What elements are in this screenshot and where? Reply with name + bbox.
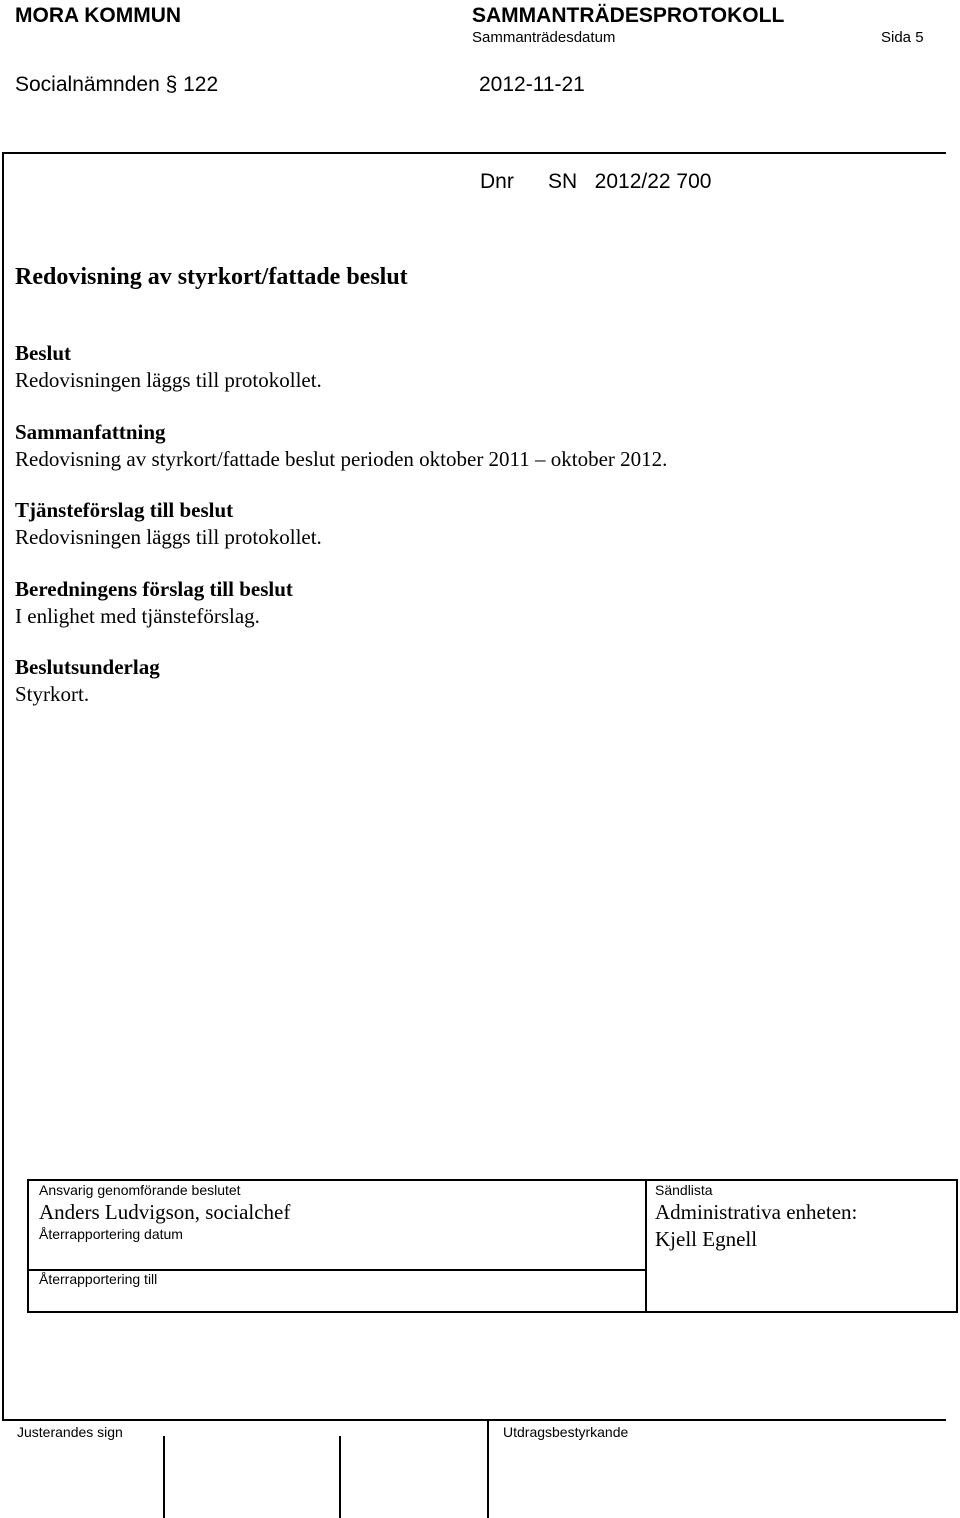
page-number: Sida 5: [881, 29, 924, 46]
signature-top-line: [2, 1419, 946, 1421]
distribution-label: Sändlista: [655, 1182, 713, 1198]
signature-box-line: [487, 1419, 489, 1518]
adjusters-sign-label: Justerandes sign: [17, 1424, 123, 1440]
section-text: I enlighet med tjänsteförslag.: [15, 604, 260, 628]
section-heading: Tjänsteförslag till beslut: [15, 498, 234, 522]
signature-box-line: [163, 1436, 165, 1518]
implementation-box: [27, 1179, 958, 1313]
distribution-line-1: Administrativa enheten:: [655, 1200, 858, 1224]
frame-top-line: [2, 152, 946, 154]
section-heading: Beslutsunderlag: [15, 655, 160, 679]
responsible-value: Anders Ludvigson, socialchef: [39, 1200, 291, 1224]
distribution-line-2: Kjell Egnell: [655, 1227, 758, 1251]
document-title: Redovisning av styrkort/fattade beslut: [15, 264, 408, 290]
section-text: Redovisningen läggs till protokollet.: [15, 525, 322, 549]
dnr-label: Dnr: [480, 170, 514, 193]
report-date-label: Återrapportering datum: [39, 1226, 183, 1242]
section-heading: Sammanfattning: [15, 420, 166, 444]
report-to-label: Återrapportering till: [39, 1271, 158, 1287]
signature-box-line: [339, 1436, 341, 1518]
meeting-date-label: Sammanträdesdatum: [472, 29, 616, 46]
frame-left-line: [2, 152, 4, 1420]
meeting-date: 2012-11-21: [479, 73, 585, 96]
section-text: Styrkort.: [15, 682, 90, 706]
section-heading: Beslut: [15, 341, 72, 365]
committee-paragraph: Socialnämnden § 122: [15, 73, 219, 96]
document-type: SAMMANTRÄDESPROTOKOLL: [472, 4, 785, 27]
dnr-value: SN 2012/22 700: [548, 170, 712, 193]
extract-certification-label: Utdragsbestyrkande: [503, 1424, 629, 1440]
section-text: Redovisningen läggs till protokollet.: [15, 368, 322, 392]
section-text: Redovisning av styrkort/fattade beslut perioden oktober 2011 – oktober 2012.: [15, 447, 668, 471]
organization-name: MORA KOMMUN: [15, 4, 182, 27]
box-divider: [645, 1179, 647, 1313]
section-heading: Beredningens förslag till beslut: [15, 577, 293, 601]
responsible-label: Ansvarig genomförande beslutet: [39, 1182, 241, 1198]
